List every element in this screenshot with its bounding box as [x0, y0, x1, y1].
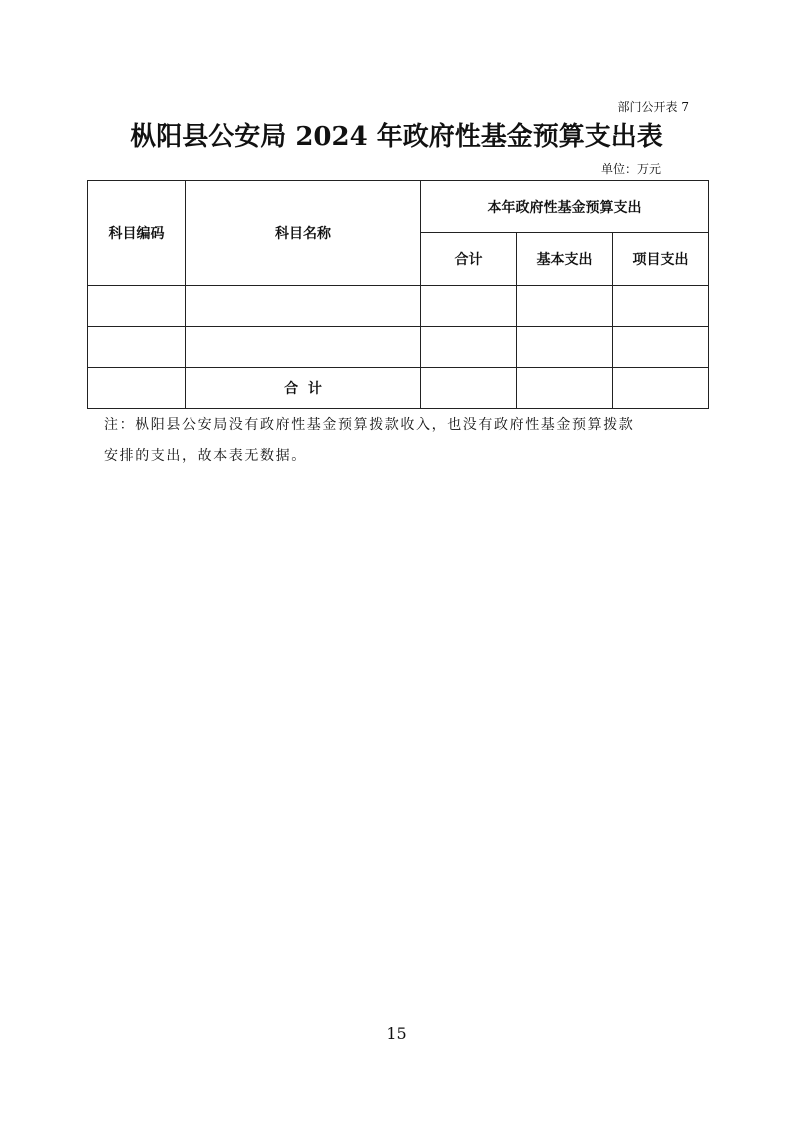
header-project-expenditure: 项目支出 [613, 233, 709, 286]
total-row-project [613, 368, 709, 409]
footnote-line-1: 注：枞阳县公安局没有政府性基金预算拨款收入，也没有政府性基金预算拨款 [104, 417, 635, 433]
cell-total [421, 286, 517, 327]
table-total-row [88, 368, 709, 409]
cell-basic [517, 327, 613, 368]
budget-table [87, 180, 709, 409]
cell-basic [517, 286, 613, 327]
footnote [104, 410, 704, 472]
table-row [88, 286, 709, 327]
header-group-expenditure: 本年政府性基金预算支出 [421, 181, 709, 233]
table-number-label: 部门公开表 7 [617, 100, 689, 114]
cell-name [186, 286, 421, 327]
table-header-row [88, 181, 709, 233]
cell-project [613, 327, 709, 368]
header-subject-code: 科目编码 [88, 181, 186, 286]
total-row-label: 合 计 [186, 368, 421, 409]
table-row [88, 327, 709, 368]
cell-code [88, 286, 186, 327]
cell-name [186, 327, 421, 368]
page-number: 15 [386, 1024, 407, 1043]
header-basic-expenditure: 基本支出 [517, 233, 613, 286]
header-subject-name: 科目名称 [186, 181, 421, 286]
footnote-line-2: 安排的支出，故本表无数据。 [104, 448, 307, 464]
cell-project [613, 286, 709, 327]
unit-label: 单位：万元 [600, 162, 661, 176]
total-row-code [88, 368, 186, 409]
header-total: 合计 [421, 233, 517, 286]
cell-code [88, 327, 186, 368]
total-row-total [421, 368, 517, 409]
cell-total [421, 327, 517, 368]
total-row-basic [517, 368, 613, 409]
page-title: 枞阳县公安局 2024 年政府性基金预算支出表 [130, 122, 663, 152]
